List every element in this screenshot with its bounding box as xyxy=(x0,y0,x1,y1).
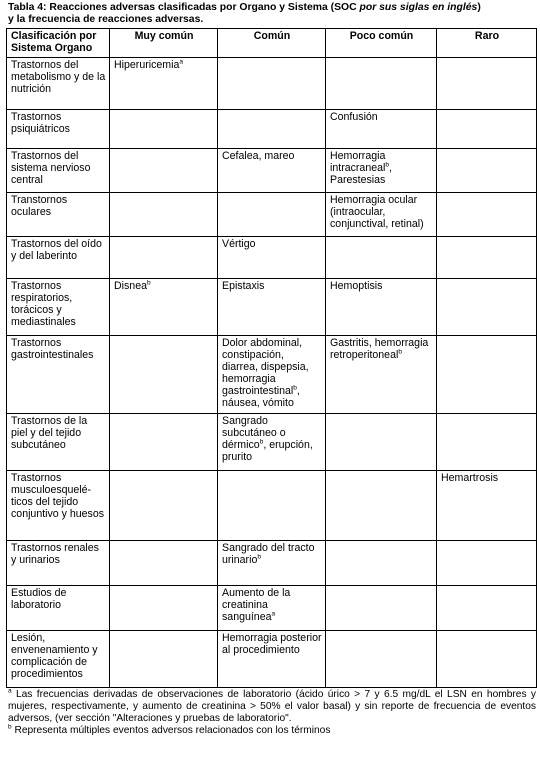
common-cell xyxy=(218,586,326,631)
uncommon-cell xyxy=(326,471,437,541)
rare-cell xyxy=(437,149,537,193)
very-common-cell xyxy=(110,237,218,279)
reaction-text: Vértigo xyxy=(222,238,256,250)
organ-class-cell: Trastornos de la piel y del tejido subcutáneo xyxy=(7,414,110,471)
column-header-common: Común xyxy=(218,29,326,58)
common-cell xyxy=(218,414,326,471)
footnote-reference: b xyxy=(293,384,297,392)
column-header-uncommon: Poco común xyxy=(326,29,437,58)
caption-line-2: y la frecuencia de reacciones adversas. xyxy=(8,14,204,25)
common-cell xyxy=(218,279,326,336)
very-common-cell xyxy=(110,586,218,631)
organ-class-cell: Trastornos musculoesquelé- ticos del tejido conjuntivo y huesos xyxy=(7,471,110,541)
uncommon-cell xyxy=(326,586,437,631)
caption-italic: por sus siglas en inglés xyxy=(359,2,478,13)
uncommon-cell xyxy=(326,541,437,586)
organ-class-cell: Trastornos del sistema nervioso central xyxy=(7,149,110,193)
uncommon-cell xyxy=(326,149,437,193)
footnote-reference: b xyxy=(146,279,151,287)
table-row xyxy=(7,110,537,149)
table-caption xyxy=(8,2,536,26)
very-common-cell xyxy=(110,193,218,237)
organ-class-cell: Trastornos del metabolismo y de la nutrición xyxy=(7,58,110,110)
footnote-b-mark: b xyxy=(8,723,12,731)
reaction-text: , náusea, vómito xyxy=(222,385,300,409)
header-row xyxy=(7,29,537,58)
table-row xyxy=(7,586,537,631)
rare-cell xyxy=(437,193,537,237)
reaction-text: Hiperuricemia xyxy=(114,59,180,71)
table-row xyxy=(7,336,537,414)
reaction-text: Sangrado subcutáneo o dérmico xyxy=(222,415,286,451)
uncommon-cell xyxy=(326,193,437,237)
reaction-text: Cefalea, mareo xyxy=(222,150,295,162)
uncommon-cell xyxy=(326,336,437,414)
table-row xyxy=(7,631,537,688)
reaction-text: Gastritis, hemorragia retroperitoneal xyxy=(330,337,429,361)
organ-class-cell: Lesión, envenenamiento y complicación de procedimientos xyxy=(7,631,110,688)
uncommon-cell xyxy=(326,414,437,471)
rare-cell xyxy=(437,471,537,541)
very-common-cell xyxy=(110,110,218,149)
rare-cell xyxy=(437,414,537,471)
footnote-reference: a xyxy=(271,610,276,618)
uncommon-cell xyxy=(326,279,437,336)
footnote-a-mark: a xyxy=(8,687,12,695)
footnote-reference: a xyxy=(179,58,183,66)
column-header-rare: Raro xyxy=(437,29,537,58)
footnote-reference: b xyxy=(257,553,261,561)
common-cell xyxy=(218,237,326,279)
common-cell xyxy=(218,541,326,586)
reaction-text: Hemorragia posterior al procedimiento xyxy=(222,632,322,656)
common-cell xyxy=(218,471,326,541)
common-cell xyxy=(218,110,326,149)
footnote-b-text: Representa múltiples eventos adversos relacionados con los términos xyxy=(11,725,331,736)
footnote-reference: b xyxy=(398,348,402,356)
rare-cell xyxy=(437,541,537,586)
reaction-text: Disnea xyxy=(114,280,147,292)
table-row xyxy=(7,237,537,279)
organ-class-cell: Estudios de laboratorio xyxy=(7,586,110,631)
reaction-text: Epistaxis xyxy=(222,280,265,292)
document-page xyxy=(6,2,536,737)
organ-class-cell: Trastornos psiquiátricos xyxy=(7,110,110,149)
rare-cell xyxy=(437,336,537,414)
table-body xyxy=(7,58,537,688)
very-common-cell xyxy=(110,58,218,110)
reaction-text: Confusión xyxy=(330,111,378,123)
caption-text-2: ) xyxy=(477,2,481,13)
organ-class-cell: Transtornos oculares xyxy=(7,193,110,237)
table-row xyxy=(7,471,537,541)
table-row xyxy=(7,279,537,336)
table-row xyxy=(7,414,537,471)
common-cell xyxy=(218,336,326,414)
reaction-text: Hemartrosis xyxy=(441,472,499,484)
table-row xyxy=(7,193,537,237)
footnote-b xyxy=(8,725,536,737)
reaction-text: Aumento de la creatinina sanguínea xyxy=(222,587,291,623)
very-common-cell xyxy=(110,149,218,193)
uncommon-cell xyxy=(326,631,437,688)
reaction-text: Sangrado del tracto urinario xyxy=(222,542,315,566)
rare-cell xyxy=(437,586,537,631)
reaction-text: Hemorragia ocular (intraocular, conjunctival, retinal) xyxy=(330,194,424,230)
rare-cell xyxy=(437,58,537,110)
adverse-reactions-table xyxy=(6,28,537,688)
column-header-very-common: Muy común xyxy=(110,29,218,58)
uncommon-cell xyxy=(326,237,437,279)
rare-cell xyxy=(437,237,537,279)
reaction-text: Hemorragia intracraneal xyxy=(330,150,386,174)
footnote-a-text: Las frecuencias derivadas de observaciones de laboratorio (ácido úrico > 7 y 6.5 mg/dL el LSN en hombres y mujeres, respectivamente, y aumento de creatinina > 50% el valor basal) y sin reporte de frecuencia de eventos adversos, (ver sección "Alteraciones y pruebas de laboratorio". xyxy=(8,689,536,724)
reaction-text: , erupción, prurito xyxy=(222,439,313,463)
uncommon-cell xyxy=(326,58,437,110)
footnote-reference: b xyxy=(259,438,264,446)
common-cell xyxy=(218,149,326,193)
footnote-reference: b xyxy=(385,161,389,169)
footnotes xyxy=(8,689,536,737)
very-common-cell xyxy=(110,279,218,336)
common-cell xyxy=(218,193,326,237)
rare-cell xyxy=(437,110,537,149)
organ-class-cell: Trastornos respiratorios, torácicos y mediastinales xyxy=(7,279,110,336)
uncommon-cell xyxy=(326,110,437,149)
organ-class-cell: Trastornos renales y urinarios xyxy=(7,541,110,586)
very-common-cell xyxy=(110,631,218,688)
table-row xyxy=(7,58,537,110)
very-common-cell xyxy=(110,336,218,414)
rare-cell xyxy=(437,279,537,336)
very-common-cell xyxy=(110,414,218,471)
very-common-cell xyxy=(110,541,218,586)
organ-class-cell: Trastornos gastrointestinales xyxy=(7,336,110,414)
reaction-text: Hemoptisis xyxy=(330,280,383,292)
reaction-text: Dolor abdominal, constipación, diarrea, dispepsia, hemorragia gastrointestinal xyxy=(222,337,309,397)
rare-cell xyxy=(437,631,537,688)
common-cell xyxy=(218,58,326,110)
table-row xyxy=(7,149,537,193)
column-header-organ: Clasificación por Sistema Organo xyxy=(7,29,110,58)
table-row xyxy=(7,541,537,586)
caption-text-1: Tabla 4: Reacciones adversas clasificadas por Organo y Sistema (SOC xyxy=(8,2,360,13)
organ-class-cell: Trastornos del oído y del laberinto xyxy=(7,237,110,279)
common-cell xyxy=(218,631,326,688)
reaction-text: , Parestesias xyxy=(330,162,392,186)
very-common-cell xyxy=(110,471,218,541)
footnote-a xyxy=(8,689,536,725)
